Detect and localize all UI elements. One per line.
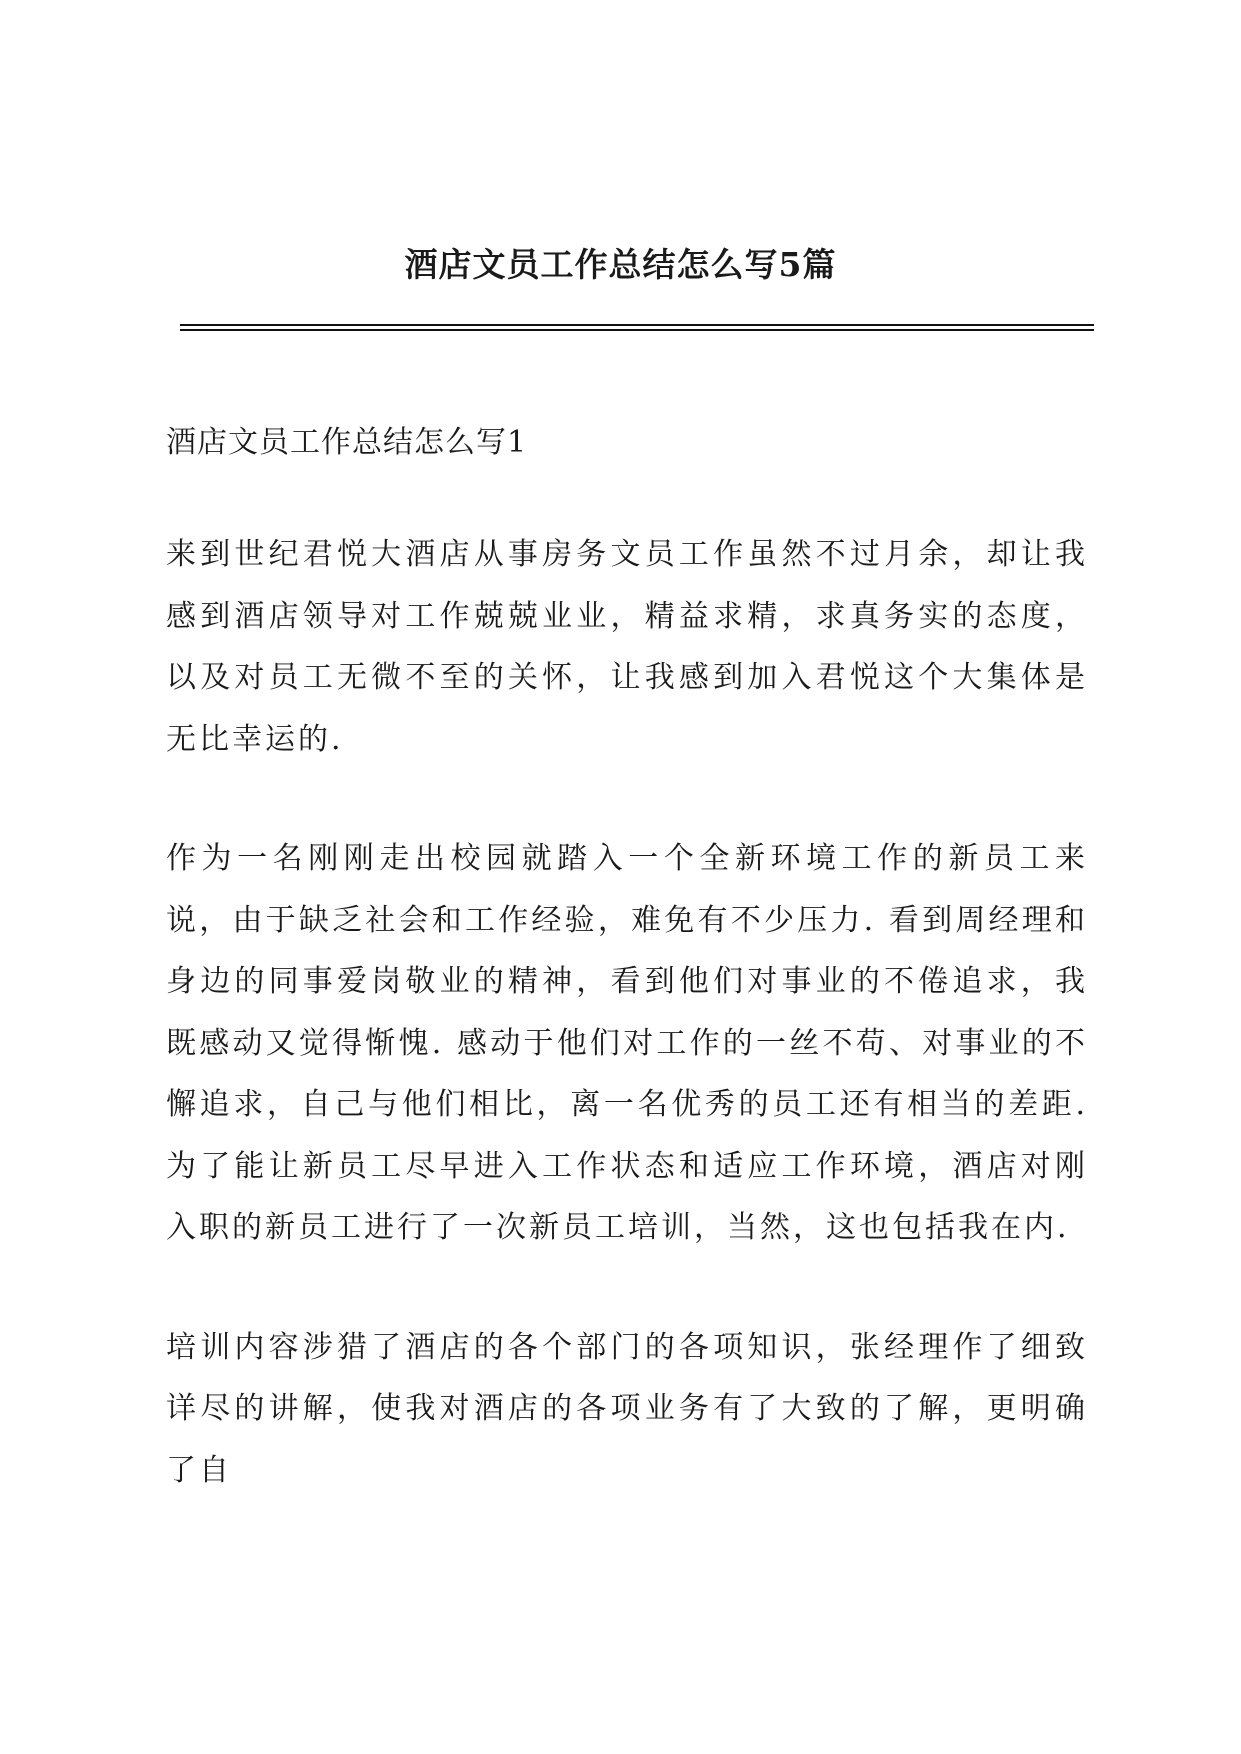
paragraph-3: 培训内容涉猎了酒店的各个部门的各项知识，张经理作了细致详尽的讲解，使我对酒店的各项业务有了大致的了解，更明确了自 <box>166 1329 1088 1488</box>
paragraph-1: 来到世纪君悦大酒店从事房务文员工作虽然不过月余，却让我感到酒店领导对工作兢兢业业，精益求精，求真务实的态度，以及对员工无微不至的关怀，让我感到加入君悦这个大集体是无比幸运的. <box>166 537 1088 757</box>
document-body <box>166 420 1088 1559</box>
document-title: 酒店文员工作总结怎么写5篇 <box>404 245 837 284</box>
paragraph-2: 作为一名刚刚走出校园就踏入一个全新环境工作的新员工来说，由于缺乏社会和工作经验，难免有不少压力. 看到周经理和身边的同事爱岗敬业的精神，看到他们对事业的不倦追求，我既感动又觉得惭愧. 感动于他们对工作的一丝不苟、对事业的不懈追求，自己与他们相比，离一名优秀的员工还有相当的差距. 为了能让新员工尽早进入工作状态和适应工作环境，酒店对刚入职的新员工进行了一次新员工培训，当然，这也包括我在内. <box>166 841 1088 1245</box>
title-double-rule <box>180 324 1094 331</box>
section-heading: 酒店文员工作总结怎么写1 <box>166 425 528 460</box>
